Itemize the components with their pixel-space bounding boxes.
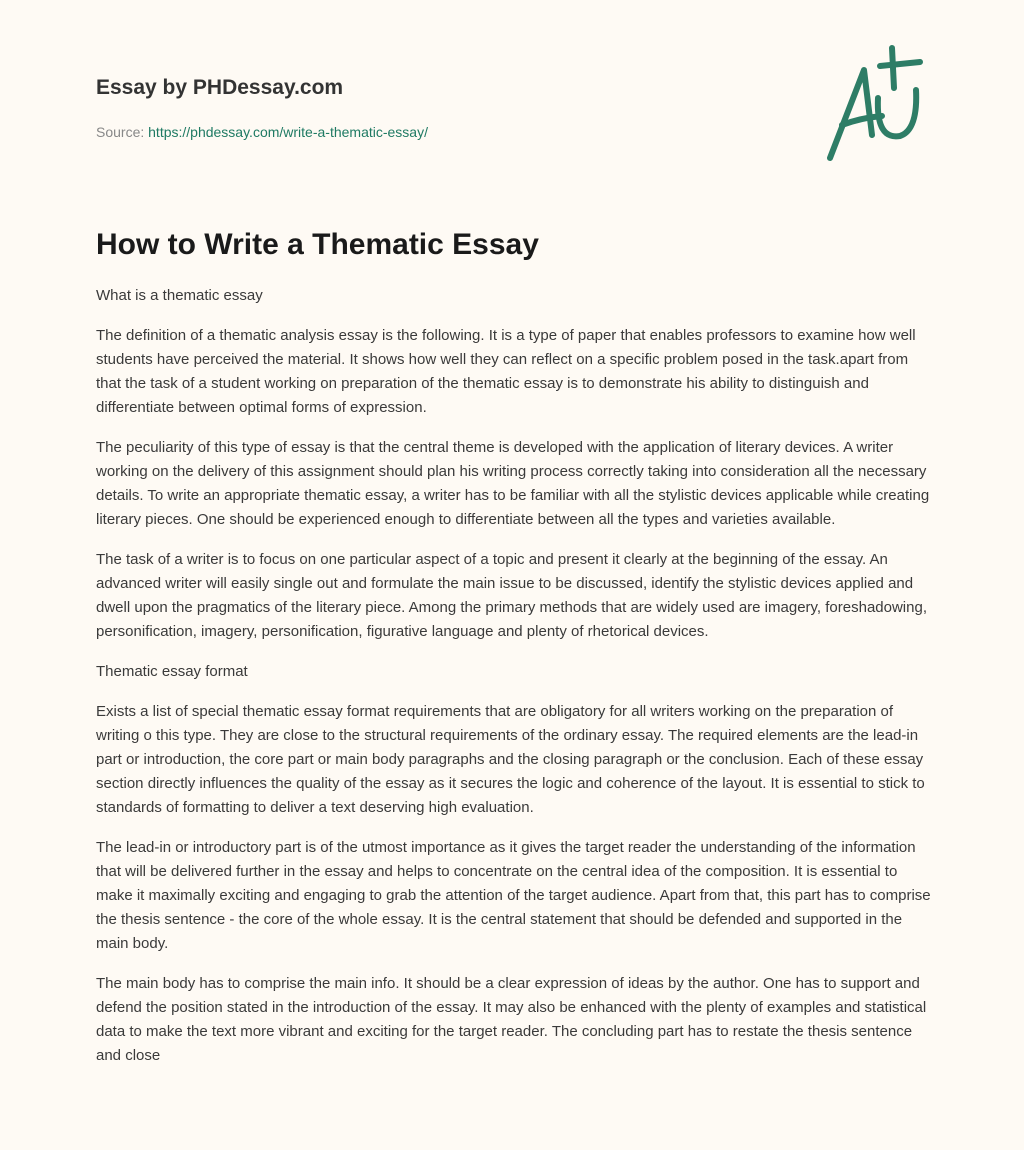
a-plus-logo-icon [820, 40, 930, 165]
source-line [96, 124, 428, 140]
paragraph: Exists a list of special thematic essay format requirements that are obligatory for all writers working on the preparation of writing o this type. They are close to the structural requirements of the ordinary essay. The required elements are the lead-in part or introduction, the core part or main body paragraphs and the closing paragraph or the conclusion. Each of these essay section directly influences the quality of the essay as it secures the logic and coherence of the layout. It is essential to stick to standards of formatting to deliver a text deserving high evaluation. [96, 703, 925, 816]
subheading-what-is: What is a thematic essay [96, 287, 263, 304]
brand-title: Essay by PHDessay.com [96, 76, 344, 99]
subheading-format: Thematic essay format [96, 663, 248, 680]
source-label: Source: [96, 124, 145, 140]
article-title: How to Write a Thematic Essay [96, 228, 539, 261]
paragraph: The main body has to comprise the main info. It should be a clear expression of ideas by the author. One has to support and defend the position stated in the introduction of the essay. It may also be enhanced with the plenty of examples and statistical data to make the text more vibrant and exciting for the target reader. The concluding part has to restate the thesis sentence and close [96, 975, 927, 1064]
source-link[interactable]: https://phdessay.com/write-a-thematic-essay/ [148, 124, 428, 140]
paragraph: The peculiarity of this type of essay is that the central theme is developed with the application of literary devices. A writer working on the delivery of this assignment should plan his writing process correctly taking into consideration all the necessary details. To write an appropriate thematic essay, a writer has to be familiar with all the stylistic devices applicable while creating literary pieces. One should be experienced enough to differentiate between all the types and varieties available. [96, 439, 930, 528]
paragraph: The task of a writer is to focus on one particular aspect of a topic and present it clearly at the beginning of the essay. An advanced writer will easily single out and formulate the main issue to be discussed, identify the stylistic devices applied and dwell upon the pragmatics of the literary piece. Among the primary methods that are widely used are imagery, foreshadowing, personification, imagery, personification, figurative language and plenty of rhetorical devices. [96, 551, 927, 640]
article [96, 226, 932, 1084]
paragraph: The lead-in or introductory part is of the utmost importance as it gives the target reader the understanding of the information that will be delivered further in the essay and helps to concentrate on the central idea of the composition. It is essential to make it maximally exciting and engaging to grab the attention of the target audience. Apart from that, this part has to comprise the thesis sentence - the core of the whole essay. It is the central statement that should be defended and supported in the main body. [96, 839, 931, 952]
paragraph: The definition of a thematic analysis essay is the following. It is a type of paper that enables professors to examine how well students have perceived the material. It shows how well they can reflect on a specific problem posed in the task.apart from that the task of a student working on preparation of the thematic essay is to demonstrate his ability to distinguish and differentiate between optimal forms of expression. [96, 327, 916, 416]
